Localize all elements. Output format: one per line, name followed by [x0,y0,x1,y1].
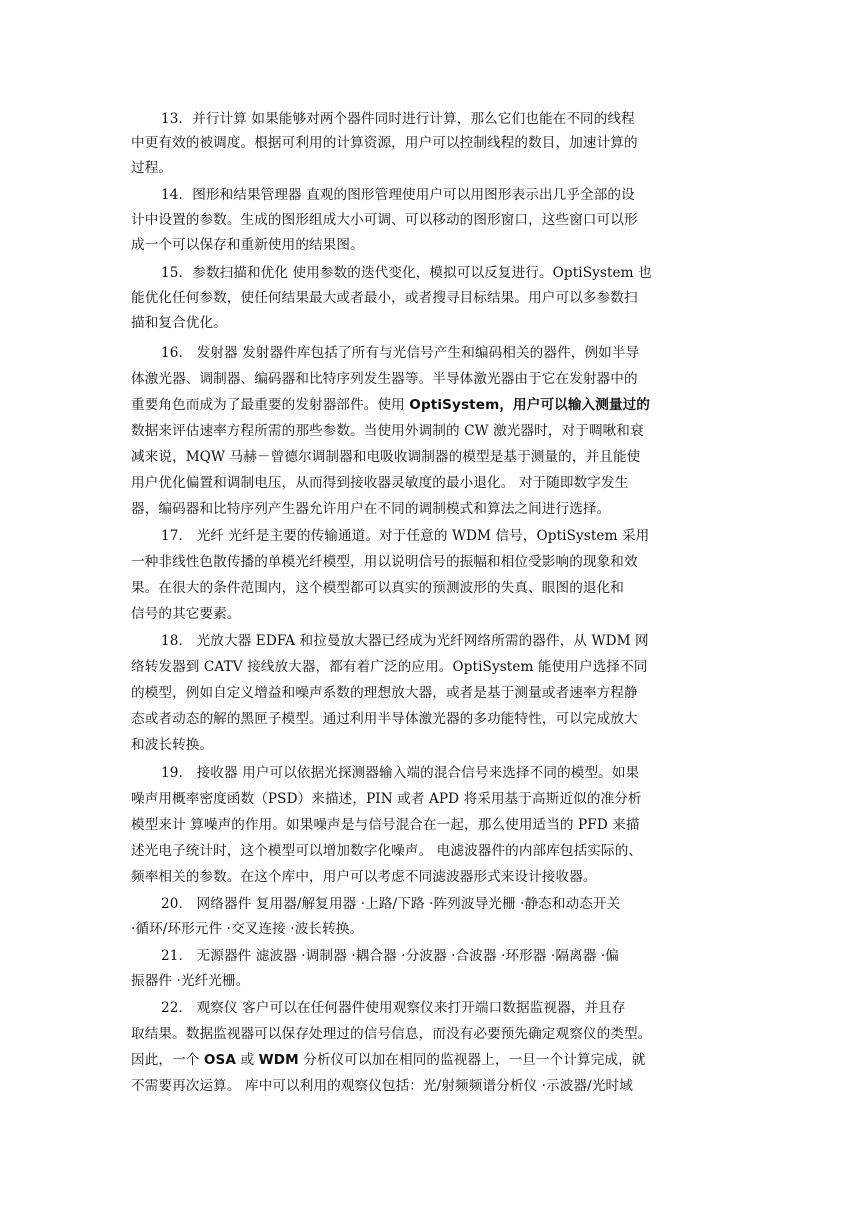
text-line: 果。在很大的条件范围内，这个模型都可以真实的预测波形的失真、眼图的退化和 [131,580,624,596]
text-line: 16． 发射器 发射器件库包括了所有与光信号产生和编码相关的器件，例如半导 [161,345,640,361]
text-line: 数据来评估速率方程所需的那些参数。当使用外调制的 CW 激光器时，对于啁啾和衰 [131,423,644,439]
text-line: 器，编码器和比特序列产生器允许用户在不同的调制模式和算法之间进行选择。 [131,501,611,517]
text-line: 因此，一个 OSA 或 WDM 分析仪可以加在相同的监视器上，一旦一个计算完成，就 [131,1052,646,1068]
text-line: 18． 光放大器 EDFA 和拉曼放大器已经成为光纤网络所需的器件，从 WDM 网 [161,633,649,649]
text-line: 计中设置的参数。生成的图形组成大小可调、可以移动的图形窗口，这些窗口可以形 [131,212,638,228]
text-line: 信号的其它要素。 [131,606,241,622]
text-line: 络转发器到 CATV 接线放大器，都有着广泛的应用。OptiSystem 能使用户选择不同 [131,659,648,675]
text-line: 13．并行计算 如果能够对两个器件同时进行计算，那么它们也能在不同的线程 [161,111,635,127]
text-line: 频率相关的参数。在这个库中，用户可以考虑不同滤波器形式来设计接收器。 [131,869,597,885]
text-line: 不需要再次运算。 库中可以利用的观察仪包括：光/射频频谱分析仪 ·示波器/光时域 [131,1078,633,1094]
text-line: 22． 观察仪 客户可以在任何器件使用观察仪来打开端口数据监视器，并且存 [161,1000,626,1016]
bold-text: WDM [258,1052,299,1068]
text-line: 描和复合优化。 [131,315,227,331]
text-line: 17． 光纤 光纤是主要的传输通道。对于任意的 WDM 信号，OptiSystem 采用 [161,528,650,544]
text-line: 模型来计 算噪声的作用。如果噪声是与信号混合在一起，那么使用适当的 PFD 来描 [131,817,640,833]
text-line: 减来说，MQW 马赫－曾德尔调制器和电吸收调制器的模型是基于测量的，并且能使 [131,449,641,465]
text-line: 21． 无源器件 滤波器 ·调制器 ·耦合器 ·分波器 ·合波器 ·环形器 ·隔离器 ·偏 [161,948,619,964]
bold-text: OptiSystem，用户可以输入测量过的 [409,397,650,413]
text-line: 述光电子统计时，这个模型可以增加数字化噪声。 电滤波器件的内部库包括实际的、 [131,843,643,859]
text-line: 过程。 [131,160,173,176]
text-line: 重要角色而成为了最重要的发射器部件。使用 OptiSystem，用户可以输入测量过的 [131,397,650,413]
text-line: 19． 接收器 用户可以依据光探测器输入端的混合信号来选择不同的模型。如果 [161,765,640,781]
text-line: 噪声用概率密度函数（PSD）来描述，PIN 或者 APD 将采用基于高斯近似的准分析 [131,791,642,807]
text-line: 20． 网络器件 复用器/解复用器 ·上路/下路 ·阵列波导光栅 ·静态和动态开关 [161,896,621,912]
text-line: 成一个可以保存和重新使用的结果图。 [131,237,364,253]
text-line: 取结果。数据监视器可以保存处理过的信号信息，而没有必要预先确定观察仪的类型。 [131,1026,652,1042]
text-line: 中更有效的被调度。根据可利用的计算资源，用户可以控制线程的数目，加速计算的 [131,135,638,151]
text-line: ·循环/环形元件 ·交叉连接 ·波长转换。 [131,921,364,937]
text-line: 15．参数扫描和优化 使用参数的迭代变化，模拟可以反复进行。OptiSystem 也 [161,265,652,281]
text-line: 的模型，例如自定义增益和噪声系数的理想放大器，或者是基于测量或者速率方程静 [131,685,638,701]
bold-text: OSA [203,1052,237,1068]
text-line: 一种非线性色散传播的单模光纤模型，用以说明信号的振幅和相位受影响的现象和效 [131,554,638,570]
text-line: 振器件 ·光纤光栅。 [131,973,250,989]
text-line: 体激光器、调制器、编码器和比特序列发生器等。半导体激光器由于它在发射器中的 [131,371,638,387]
text-line: 态或者动态的解的黑匣子模型。通过利用半导体激光器的多功能特性，可以完成放大 [131,711,638,727]
text-line: 用户优化偏置和调制电压，从而得到接收器灵敏度的最小退化。 对于随即数字发生 [131,475,629,491]
text-line: 能优化任何参数，使任何结果最大或者最小，或者搜寻目标结果。用户可以多参数扫 [131,290,638,306]
text-line: 和波长转换。 [131,737,214,753]
text-line: 14．图形和结果管理器 直观的图形管理使用户可以用图形表示出几乎全部的设 [161,187,635,203]
